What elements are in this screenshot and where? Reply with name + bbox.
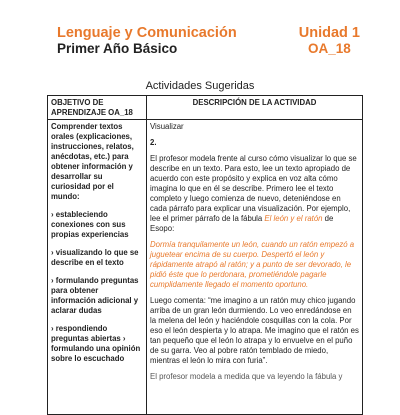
objective-bullet: › estableciendo conexiones con sus propias experiencias [51, 210, 129, 239]
paragraph-text: de Esopo: [150, 214, 334, 233]
document-header-left [57, 25, 237, 57]
document-header-right [299, 25, 360, 57]
section-title: Actividades Sugeridas [145, 80, 255, 92]
table-row [48, 120, 363, 415]
table-header-row [48, 96, 363, 120]
description-column-header: DESCRIPCIÓN DE LA ACTIVIDAD [147, 96, 363, 120]
description-cell [147, 120, 363, 415]
fable-title: El león y el ratón [264, 214, 323, 223]
activity-paragraph [150, 154, 359, 234]
grade-subtitle: Primer Año Básico [57, 41, 178, 56]
activity-paragraph: Luego comenta: “me imagino a un ratón muy chico jugando arriba de un gran león durmiendo. Lo veo enredándose en la melena del león y haciéndole cosquillas con la cola. Por eso el león despierta y lo atrapa. Me imagino que el ratón es tan pequeño que el león lo atrapa y lo envuelve en el puño de su garra. Veo al pobre ratón temblado de miedo, mientras el león lo mira con furia”. [150, 296, 359, 365]
objective-bullet: › respondiendo preguntas abiertas › formulando una opinión sobre lo escuchado [51, 324, 141, 363]
objective-bullet: › formulando preguntas para obtener información adicional y aclarar dudas [51, 276, 139, 315]
activities-table [47, 95, 363, 415]
activity-label: Visualizar [150, 122, 184, 131]
unit-label: Unidad 1 [298, 25, 360, 41]
subject-title: Lenguaje y Comunicación [57, 25, 237, 41]
objective-main: Comprender textos orales (explicaciones, instrucciones, relatos, anécdotas, etc.) para obtener información y desarrollar su curiosidad por el mundo: [51, 122, 134, 201]
paragraph-text: El profesor modela frente al curso cómo visualizar lo que se describe en un texto. Para esto, lee un texto apropiado de acuerdo con este propósito y explica en voz alta cómo imagina lo que en él se describe. Primero lee el texto completo y luego comienza de nuevo, deteniéndose en cada párrafo para explicar una visualización. Por ejemplo, lee el primer párrafo de la fábula [150, 154, 357, 223]
objective-cell [48, 120, 147, 415]
activity-paragraph-partial: El profesor modela a medida que va leyendo la fábula y [150, 372, 343, 381]
activity-number: 2. [150, 138, 157, 147]
objective-code: OA_18 [307, 41, 351, 56]
objective-column-header: OBJETIVO DE APRENDIZAJE OA_18 [48, 96, 147, 120]
objective-bullet: › visualizando lo que se describe en el texto [51, 248, 139, 267]
fable-quote: Dormía tranquilamente un león, cuando un ratón empezó a juguetear encima de su cuerpo. Despertó el león y rápidamente atrapó al ratón; y a punto de ser devorado, le pidió éste que lo perdonara, prometiéndole pagarle cumplidamente llegado el momento oportuno. [150, 240, 355, 289]
